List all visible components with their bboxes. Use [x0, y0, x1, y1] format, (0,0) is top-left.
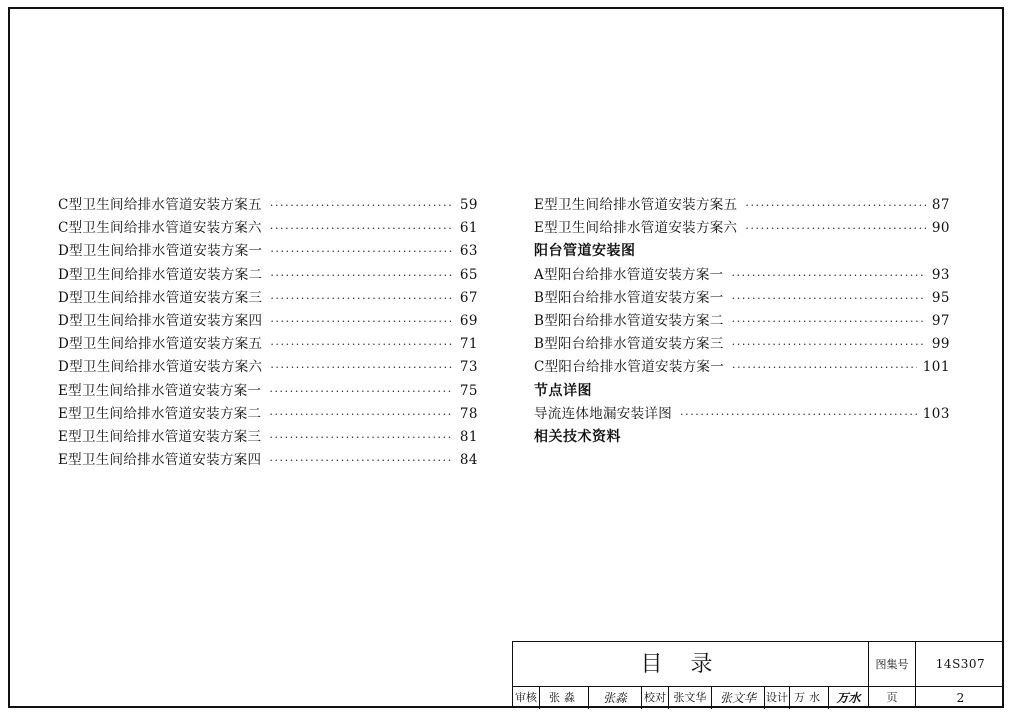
toc-entry[interactable] — [534, 310, 950, 333]
toc-leader-dots — [269, 403, 453, 426]
toc-entry-title: C型卫生间给排水管道安装方案六 — [58, 220, 262, 237]
toc-entry-page: 95 — [931, 289, 950, 306]
checker-signature: 张文华 — [719, 691, 756, 705]
toc-leader-dots — [270, 264, 453, 287]
toc-entry-title: E型卫生间给排水管道安装方案六 — [534, 220, 738, 237]
toc-entry-page: 90 — [931, 220, 950, 237]
toc-entry-title: E型卫生间给排水管道安装方案一 — [58, 382, 262, 399]
toc-leader-dots — [269, 426, 453, 449]
toc-entry-title: C型卫生间给排水管道安装方案五 — [58, 197, 262, 213]
toc-entry[interactable] — [58, 287, 478, 310]
atlas-number: 14S307 — [935, 657, 986, 671]
toc-entry[interactable] — [534, 287, 950, 310]
toc-entry[interactable] — [534, 264, 950, 287]
toc-entry-page: 103 — [922, 405, 950, 422]
toc-entry-page: 59 — [459, 197, 478, 213]
design-label: 设计 — [766, 691, 788, 704]
toc-leader-dots — [732, 356, 917, 379]
toc-leader-dots — [270, 194, 454, 217]
title-block-top-row — [513, 642, 1004, 687]
checker-name: 张文华 — [673, 691, 707, 704]
toc-leader-dots — [270, 333, 453, 356]
toc-entry-page: 61 — [459, 220, 478, 237]
toc-entry-title: B型阳台给排水管道安装方案一 — [534, 289, 724, 306]
toc-left-column — [58, 194, 478, 472]
reviewer-signature: 张淼 — [602, 691, 627, 705]
toc-entry-page: 78 — [459, 405, 478, 422]
toc-entry[interactable] — [58, 426, 478, 449]
toc-leader-dots — [680, 403, 917, 426]
toc-entry-page: 65 — [459, 266, 478, 283]
toc-entry-page: 81 — [459, 428, 478, 445]
toc-entry-page: 73 — [459, 359, 478, 376]
toc-entry-title: D型卫生间给排水管道安装方案六 — [58, 359, 263, 376]
toc-entry[interactable] — [58, 449, 478, 472]
review-label: 审核 — [515, 691, 537, 704]
toc-entry-page: 84 — [459, 452, 478, 469]
toc-entry-title: E型卫生间给排水管道安装方案三 — [58, 428, 262, 445]
designer-signature: 万水 — [836, 691, 861, 705]
toc-entry-title: D型卫生间给排水管道安装方案一 — [58, 243, 263, 260]
toc-entry[interactable] — [58, 380, 478, 403]
toc-leader-dots — [269, 380, 453, 403]
toc-entry-title: B型阳台给排水管道安装方案三 — [534, 336, 724, 353]
toc-entry[interactable] — [58, 264, 478, 287]
toc-entry[interactable] — [58, 194, 478, 217]
toc-entry[interactable] — [58, 356, 478, 379]
toc-entry-page: 63 — [459, 243, 478, 260]
drawing-title: 目录 — [640, 652, 741, 677]
toc-section-heading: 相关技术资料 — [534, 428, 621, 445]
toc-entry-title: D型卫生间给排水管道安装方案四 — [58, 312, 263, 329]
toc-entry[interactable] — [58, 403, 478, 426]
toc-entry-title: D型卫生间给排水管道安装方案三 — [58, 289, 263, 306]
toc-entry-title: C型阳台给排水管道安装方案一 — [534, 359, 725, 376]
reviewer-name: 张淼 — [549, 691, 579, 704]
toc-entry-page: 69 — [459, 312, 478, 329]
toc-entry[interactable] — [58, 240, 478, 263]
toc-entry[interactable] — [534, 333, 950, 356]
toc-entry[interactable] — [534, 356, 950, 379]
toc-leader-dots — [732, 333, 926, 356]
toc-entry-page: 87 — [931, 197, 950, 213]
page-label: 页 — [886, 691, 898, 704]
toc-entry-page: 93 — [931, 266, 950, 283]
toc-entry[interactable] — [58, 310, 478, 333]
toc-entry[interactable] — [58, 333, 478, 356]
toc-entry-page: 97 — [931, 312, 950, 329]
toc-entry-title: 导流连体地漏安装详图 — [534, 405, 672, 422]
toc-leader-dots — [270, 240, 453, 263]
toc-leader-dots — [745, 217, 925, 240]
toc-section-heading: 节点详图 — [534, 382, 592, 399]
designer-name: 万水 — [794, 691, 824, 704]
toc-right-column — [534, 194, 950, 449]
toc-entry[interactable] — [534, 217, 950, 240]
toc-entry-page: 67 — [459, 289, 478, 306]
toc-section-heading: 阳台管道安装图 — [534, 243, 636, 260]
toc-entry-page: 101 — [922, 359, 950, 376]
toc-leader-dots — [270, 287, 453, 310]
toc-leader-dots — [270, 356, 453, 379]
toc-entry-page: 71 — [459, 336, 478, 353]
toc-entry-title: E型卫生间给排水管道安装方案五 — [534, 197, 738, 213]
title-block-signature-row — [513, 687, 1004, 709]
toc-leader-dots — [270, 217, 454, 240]
toc-entry-title: A型阳台给排水管道安装方案一 — [534, 266, 724, 283]
atlas-number-label: 图集号 — [875, 658, 909, 671]
toc-leader-dots — [270, 310, 453, 333]
check-label: 校对 — [644, 691, 666, 704]
toc-entry[interactable] — [58, 217, 478, 240]
toc-leader-dots — [732, 287, 926, 310]
toc-leader-dots — [731, 264, 925, 287]
toc-entry-title: E型卫生间给排水管道安装方案二 — [58, 405, 262, 422]
toc-entry-title: B型阳台给排水管道安装方案二 — [534, 312, 724, 329]
toc-leader-dots — [732, 310, 926, 333]
toc-entry-title: E型卫生间给排水管道安装方案四 — [58, 452, 262, 469]
toc-entry[interactable] — [534, 194, 950, 217]
toc-leader-dots — [269, 449, 453, 472]
toc-entry-title: D型卫生间给排水管道安装方案二 — [58, 266, 263, 283]
toc-entry[interactable] — [534, 403, 950, 426]
toc-entry-page: 75 — [459, 382, 478, 399]
toc-leader-dots — [745, 194, 925, 217]
page-number: 2 — [956, 691, 965, 705]
toc-entry-page: 99 — [931, 336, 950, 353]
toc-entry-title: D型卫生间给排水管道安装方案五 — [58, 336, 263, 353]
title-block — [512, 641, 1004, 708]
